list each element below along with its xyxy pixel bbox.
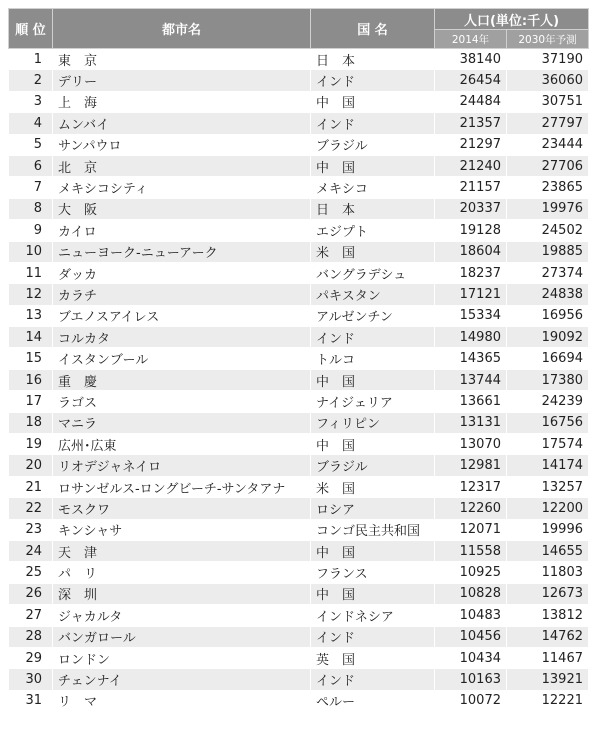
city-cell: イスタンブール bbox=[53, 348, 311, 369]
table-row bbox=[9, 669, 589, 690]
table-row bbox=[9, 412, 589, 433]
city-cell: ロサンゼルス-ロングビーチ-サンタアナ bbox=[53, 476, 311, 497]
population-2030-cell: 11803 bbox=[507, 562, 589, 583]
country-cell: 中 国 bbox=[311, 369, 435, 390]
country-cell: 日 本 bbox=[311, 49, 435, 70]
population-2014-cell: 10456 bbox=[435, 626, 507, 647]
rank-cell: 28 bbox=[9, 626, 53, 647]
rank-cell: 4 bbox=[9, 113, 53, 134]
city-cell: ラゴス bbox=[53, 391, 311, 412]
country-cell: 中 国 bbox=[311, 434, 435, 455]
table-header bbox=[9, 9, 589, 49]
country-cell: インド bbox=[311, 626, 435, 647]
population-2030-cell: 16956 bbox=[507, 305, 589, 326]
population-2030-cell: 30751 bbox=[507, 91, 589, 112]
table-row bbox=[9, 241, 589, 262]
population-2014-cell: 21297 bbox=[435, 134, 507, 155]
population-2014-cell: 21357 bbox=[435, 113, 507, 134]
table-row bbox=[9, 305, 589, 326]
population-2030-cell: 24838 bbox=[507, 284, 589, 305]
country-cell: ナイジェリア bbox=[311, 391, 435, 412]
country-cell: フィリピン bbox=[311, 412, 435, 433]
table-row bbox=[9, 113, 589, 134]
country-cell: 中 国 bbox=[311, 91, 435, 112]
population-table-container bbox=[8, 8, 588, 712]
city-cell: ロンドン bbox=[53, 647, 311, 668]
population-2030-cell: 36060 bbox=[507, 70, 589, 91]
table-row bbox=[9, 434, 589, 455]
table-row bbox=[9, 284, 589, 305]
table-row bbox=[9, 476, 589, 497]
rank-cell: 18 bbox=[9, 412, 53, 433]
header-year-2030: 2030年予測 bbox=[507, 30, 589, 49]
rank-cell: 16 bbox=[9, 369, 53, 390]
table-row bbox=[9, 220, 589, 241]
city-cell: ダッカ bbox=[53, 262, 311, 283]
country-cell: 中 国 bbox=[311, 540, 435, 561]
table-row bbox=[9, 70, 589, 91]
table-row bbox=[9, 49, 589, 70]
rank-cell: 26 bbox=[9, 583, 53, 604]
city-cell: 北 京 bbox=[53, 155, 311, 176]
population-2014-cell: 24484 bbox=[435, 91, 507, 112]
city-cell: バンガロール bbox=[53, 626, 311, 647]
city-cell: 上 海 bbox=[53, 91, 311, 112]
rank-cell: 22 bbox=[9, 498, 53, 519]
population-2014-cell: 13070 bbox=[435, 434, 507, 455]
city-cell: サンパウロ bbox=[53, 134, 311, 155]
population-2014-cell: 26454 bbox=[435, 70, 507, 91]
population-2014-cell: 10483 bbox=[435, 605, 507, 626]
population-2014-cell: 19128 bbox=[435, 220, 507, 241]
rank-cell: 1 bbox=[9, 49, 53, 70]
population-2030-cell: 27374 bbox=[507, 262, 589, 283]
country-cell: 米 国 bbox=[311, 241, 435, 262]
rank-cell: 17 bbox=[9, 391, 53, 412]
table-row bbox=[9, 519, 589, 540]
population-2014-cell: 21240 bbox=[435, 155, 507, 176]
country-cell: ブラジル bbox=[311, 455, 435, 476]
table-row bbox=[9, 369, 589, 390]
rank-cell: 30 bbox=[9, 669, 53, 690]
population-2030-cell: 14762 bbox=[507, 626, 589, 647]
population-2014-cell: 13744 bbox=[435, 369, 507, 390]
country-cell: 中 国 bbox=[311, 583, 435, 604]
population-2030-cell: 37190 bbox=[507, 49, 589, 70]
rank-cell: 7 bbox=[9, 177, 53, 198]
city-cell: チェンナイ bbox=[53, 669, 311, 690]
city-cell: カラチ bbox=[53, 284, 311, 305]
table-row bbox=[9, 605, 589, 626]
city-cell: モスクワ bbox=[53, 498, 311, 519]
city-cell: ジャカルタ bbox=[53, 605, 311, 626]
table-row bbox=[9, 540, 589, 561]
rank-cell: 23 bbox=[9, 519, 53, 540]
city-cell: マニラ bbox=[53, 412, 311, 433]
population-2030-cell: 23444 bbox=[507, 134, 589, 155]
country-cell: パキスタン bbox=[311, 284, 435, 305]
population-2014-cell: 11558 bbox=[435, 540, 507, 561]
rank-cell: 13 bbox=[9, 305, 53, 326]
rank-cell: 3 bbox=[9, 91, 53, 112]
rank-cell: 14 bbox=[9, 327, 53, 348]
table-row bbox=[9, 647, 589, 668]
country-cell: インド bbox=[311, 70, 435, 91]
city-cell: パ リ bbox=[53, 562, 311, 583]
country-cell: ペルー bbox=[311, 690, 435, 711]
country-cell: ブラジル bbox=[311, 134, 435, 155]
population-2030-cell: 19976 bbox=[507, 198, 589, 219]
country-cell: 米 国 bbox=[311, 476, 435, 497]
population-2014-cell: 10163 bbox=[435, 669, 507, 690]
rank-cell: 29 bbox=[9, 647, 53, 668]
population-2030-cell: 27797 bbox=[507, 113, 589, 134]
population-2030-cell: 14174 bbox=[507, 455, 589, 476]
population-2014-cell: 38140 bbox=[435, 49, 507, 70]
rank-cell: 25 bbox=[9, 562, 53, 583]
population-2030-cell: 23865 bbox=[507, 177, 589, 198]
city-cell: 重 慶 bbox=[53, 369, 311, 390]
city-cell: 大 阪 bbox=[53, 198, 311, 219]
rank-cell: 10 bbox=[9, 241, 53, 262]
city-cell: メキシコシティ bbox=[53, 177, 311, 198]
table-row bbox=[9, 498, 589, 519]
header-country: 国 名 bbox=[311, 9, 435, 49]
country-cell: ロシア bbox=[311, 498, 435, 519]
country-cell: バングラデシュ bbox=[311, 262, 435, 283]
city-cell: 広州･広東 bbox=[53, 434, 311, 455]
population-2030-cell: 13921 bbox=[507, 669, 589, 690]
population-2014-cell: 10828 bbox=[435, 583, 507, 604]
country-cell: インドネシア bbox=[311, 605, 435, 626]
country-cell: メキシコ bbox=[311, 177, 435, 198]
table-row bbox=[9, 327, 589, 348]
rank-cell: 8 bbox=[9, 198, 53, 219]
city-cell: 深 圳 bbox=[53, 583, 311, 604]
rank-cell: 21 bbox=[9, 476, 53, 497]
city-cell: ブエノスアイレス bbox=[53, 305, 311, 326]
population-2030-cell: 19885 bbox=[507, 241, 589, 262]
population-2014-cell: 10072 bbox=[435, 690, 507, 711]
table-row bbox=[9, 348, 589, 369]
population-2014-cell: 12317 bbox=[435, 476, 507, 497]
table-row bbox=[9, 690, 589, 711]
rank-cell: 12 bbox=[9, 284, 53, 305]
table-row bbox=[9, 391, 589, 412]
population-2030-cell: 14655 bbox=[507, 540, 589, 561]
population-2014-cell: 10434 bbox=[435, 647, 507, 668]
city-cell: キンシャサ bbox=[53, 519, 311, 540]
table-row bbox=[9, 155, 589, 176]
header-year-2014: 2014年 bbox=[435, 30, 507, 49]
population-2014-cell: 10925 bbox=[435, 562, 507, 583]
population-2030-cell: 13257 bbox=[507, 476, 589, 497]
rank-cell: 27 bbox=[9, 605, 53, 626]
population-2030-cell: 27706 bbox=[507, 155, 589, 176]
header-rank: 順 位 bbox=[9, 9, 53, 49]
population-2030-cell: 16694 bbox=[507, 348, 589, 369]
population-2014-cell: 13131 bbox=[435, 412, 507, 433]
city-cell: リオデジャネイロ bbox=[53, 455, 311, 476]
population-2014-cell: 14365 bbox=[435, 348, 507, 369]
city-cell: カイロ bbox=[53, 220, 311, 241]
rank-cell: 20 bbox=[9, 455, 53, 476]
population-2014-cell: 17121 bbox=[435, 284, 507, 305]
country-cell: インド bbox=[311, 327, 435, 348]
population-2014-cell: 20337 bbox=[435, 198, 507, 219]
table-row bbox=[9, 262, 589, 283]
city-cell: 東 京 bbox=[53, 49, 311, 70]
population-2030-cell: 11467 bbox=[507, 647, 589, 668]
table-row bbox=[9, 177, 589, 198]
rank-cell: 11 bbox=[9, 262, 53, 283]
table-row bbox=[9, 626, 589, 647]
country-cell: インド bbox=[311, 113, 435, 134]
table-row bbox=[9, 583, 589, 604]
rank-cell: 15 bbox=[9, 348, 53, 369]
country-cell: インド bbox=[311, 669, 435, 690]
table-row bbox=[9, 198, 589, 219]
country-cell: トルコ bbox=[311, 348, 435, 369]
rank-cell: 31 bbox=[9, 690, 53, 711]
rank-cell: 24 bbox=[9, 540, 53, 561]
city-cell: リ マ bbox=[53, 690, 311, 711]
table-row bbox=[9, 91, 589, 112]
population-2030-cell: 19996 bbox=[507, 519, 589, 540]
table-row bbox=[9, 134, 589, 155]
population-2030-cell: 12200 bbox=[507, 498, 589, 519]
population-2030-cell: 24502 bbox=[507, 220, 589, 241]
population-2030-cell: 12673 bbox=[507, 583, 589, 604]
population-2014-cell: 12071 bbox=[435, 519, 507, 540]
population-2030-cell: 17574 bbox=[507, 434, 589, 455]
population-2030-cell: 13812 bbox=[507, 605, 589, 626]
population-2014-cell: 18604 bbox=[435, 241, 507, 262]
country-cell: 日 本 bbox=[311, 198, 435, 219]
population-2014-cell: 14980 bbox=[435, 327, 507, 348]
population-2014-cell: 15334 bbox=[435, 305, 507, 326]
rank-cell: 6 bbox=[9, 155, 53, 176]
table-body bbox=[9, 49, 589, 712]
city-cell: コルカタ bbox=[53, 327, 311, 348]
rank-cell: 19 bbox=[9, 434, 53, 455]
header-city: 都市名 bbox=[53, 9, 311, 49]
country-cell: 中 国 bbox=[311, 155, 435, 176]
city-cell: ムンバイ bbox=[53, 113, 311, 134]
rank-cell: 9 bbox=[9, 220, 53, 241]
population-2030-cell: 16756 bbox=[507, 412, 589, 433]
population-2014-cell: 12260 bbox=[435, 498, 507, 519]
country-cell: フランス bbox=[311, 562, 435, 583]
country-cell: 英 国 bbox=[311, 647, 435, 668]
population-2030-cell: 17380 bbox=[507, 369, 589, 390]
city-population-table bbox=[8, 8, 589, 712]
city-cell: ニューヨーク-ニューアーク bbox=[53, 241, 311, 262]
population-2014-cell: 13661 bbox=[435, 391, 507, 412]
table-row bbox=[9, 455, 589, 476]
population-2030-cell: 24239 bbox=[507, 391, 589, 412]
rank-cell: 5 bbox=[9, 134, 53, 155]
population-2014-cell: 18237 bbox=[435, 262, 507, 283]
rank-cell: 2 bbox=[9, 70, 53, 91]
population-2030-cell: 19092 bbox=[507, 327, 589, 348]
population-2014-cell: 12981 bbox=[435, 455, 507, 476]
table-row bbox=[9, 562, 589, 583]
country-cell: エジプト bbox=[311, 220, 435, 241]
population-2030-cell: 12221 bbox=[507, 690, 589, 711]
country-cell: コンゴ民主共和国 bbox=[311, 519, 435, 540]
header-population: 人口(単位:千人) bbox=[435, 9, 589, 30]
city-cell: 天 津 bbox=[53, 540, 311, 561]
city-cell: デリー bbox=[53, 70, 311, 91]
population-2014-cell: 21157 bbox=[435, 177, 507, 198]
country-cell: アルゼンチン bbox=[311, 305, 435, 326]
